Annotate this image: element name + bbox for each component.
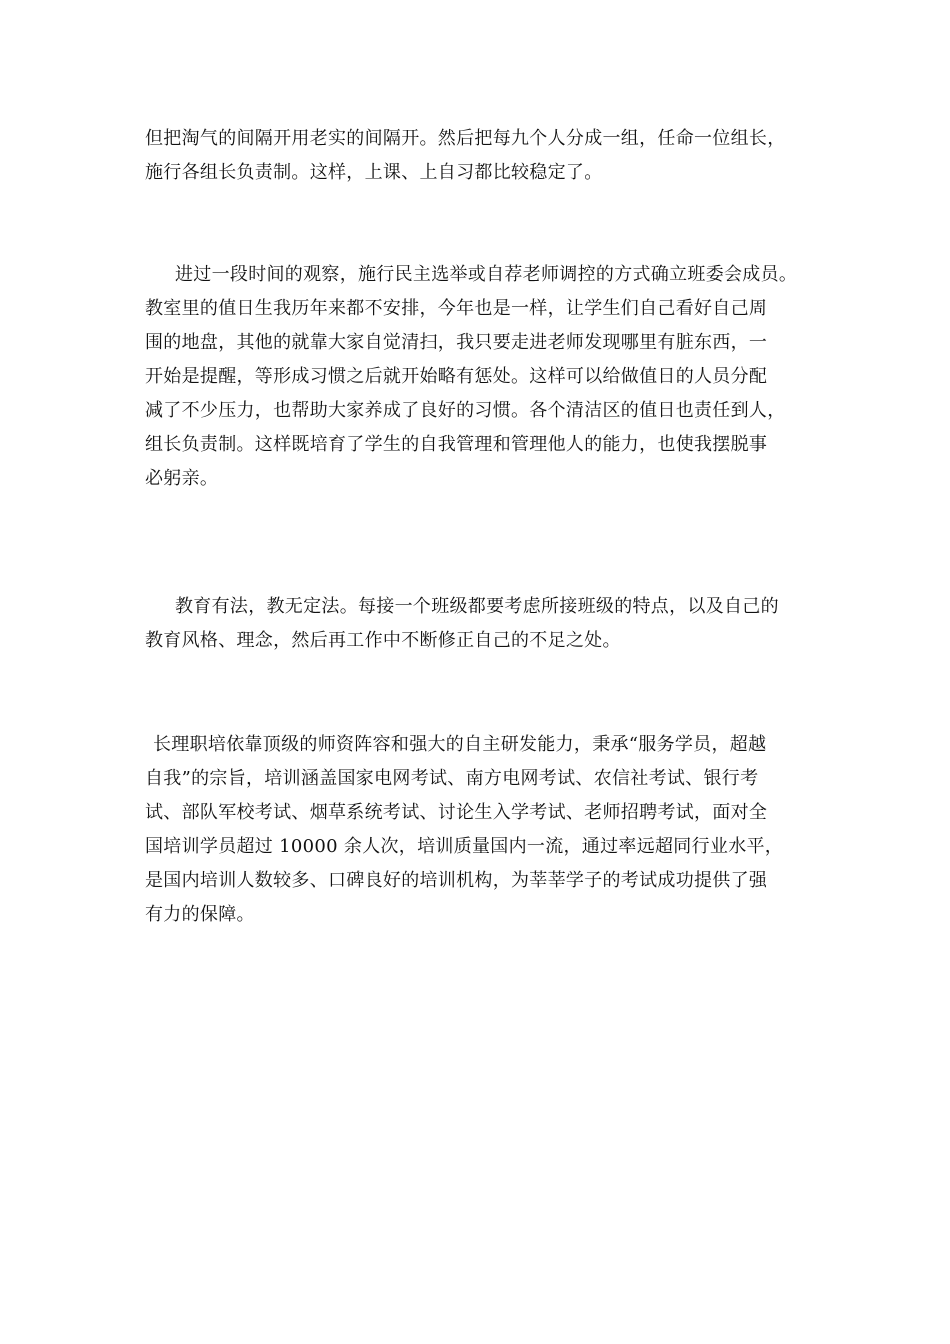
paragraph-line: 国培训学员超过 10000 余人次，培训质量国内一流，通过率远超同行业水平， [145,836,784,857]
paragraph-line: 教育有法，教无定法。每接一个班级都要考虑所接班级的特点，以及自己的 [175,596,779,617]
paragraph-line: 必躬亲。 [145,468,219,489]
paragraph-line: 开始是提醒，等形成习惯之后就开始略有惩处。这样可以给做值日的人员分配 [145,366,768,387]
paragraph-line: 进过一段时间的观察，施行民主选举或自荐老师调控的方式确立班委会成员。 [175,264,798,285]
paragraph-line: 教育风格、理念，然后再工作中不断修正自己的不足之处。 [145,630,621,651]
paragraph-line: 组长负责制。这样既培育了学生的自我管理和管理他人的能力，也使我摆脱事 [145,434,768,455]
paragraph-line: 自我”的宗旨，培训涵盖国家电网考试、南方电网考试、农信社考试、银行考 [145,768,759,789]
paragraph-line: 长理职培依靠顶级的师资阵容和强大的自主研发能力，秉承“服务学员，超越 [153,734,767,755]
paragraph-line: 减了不少压力，也帮助大家养成了良好的习惯。各个清洁区的值日也责任到人， [145,400,786,421]
paragraph-3 [145,590,845,658]
paragraph-1 [145,122,845,190]
paragraph-line: 试、部队军校考试、烟草系统考试、讨论生入学考试、老师招聘考试，面对全 [145,802,768,823]
paragraph-line: 是国内培训人数较多、口碑良好的培训机构，为莘莘学子的考试成功提供了强 [145,870,768,891]
paragraph-line: 施行各组长负责制。这样，上课、上自习都比较稳定了。 [145,162,603,183]
paragraph-line: 教室里的值日生我历年来都不安排，今年也是一样，让学生们自己看好自己周 [145,298,768,319]
paragraph-line: 但把淘气的间隔开用老实的间隔开。然后把每九个人分成一组，任命一位组长， [145,128,786,149]
paragraph-2 [145,258,845,496]
paragraph-4 [145,728,845,932]
paragraph-line: 有力的保障。 [145,904,255,925]
paragraph-line: 围的地盘，其他的就靠大家自觉清扫，我只要走进老师发现哪里有脏东西，一 [145,332,768,353]
